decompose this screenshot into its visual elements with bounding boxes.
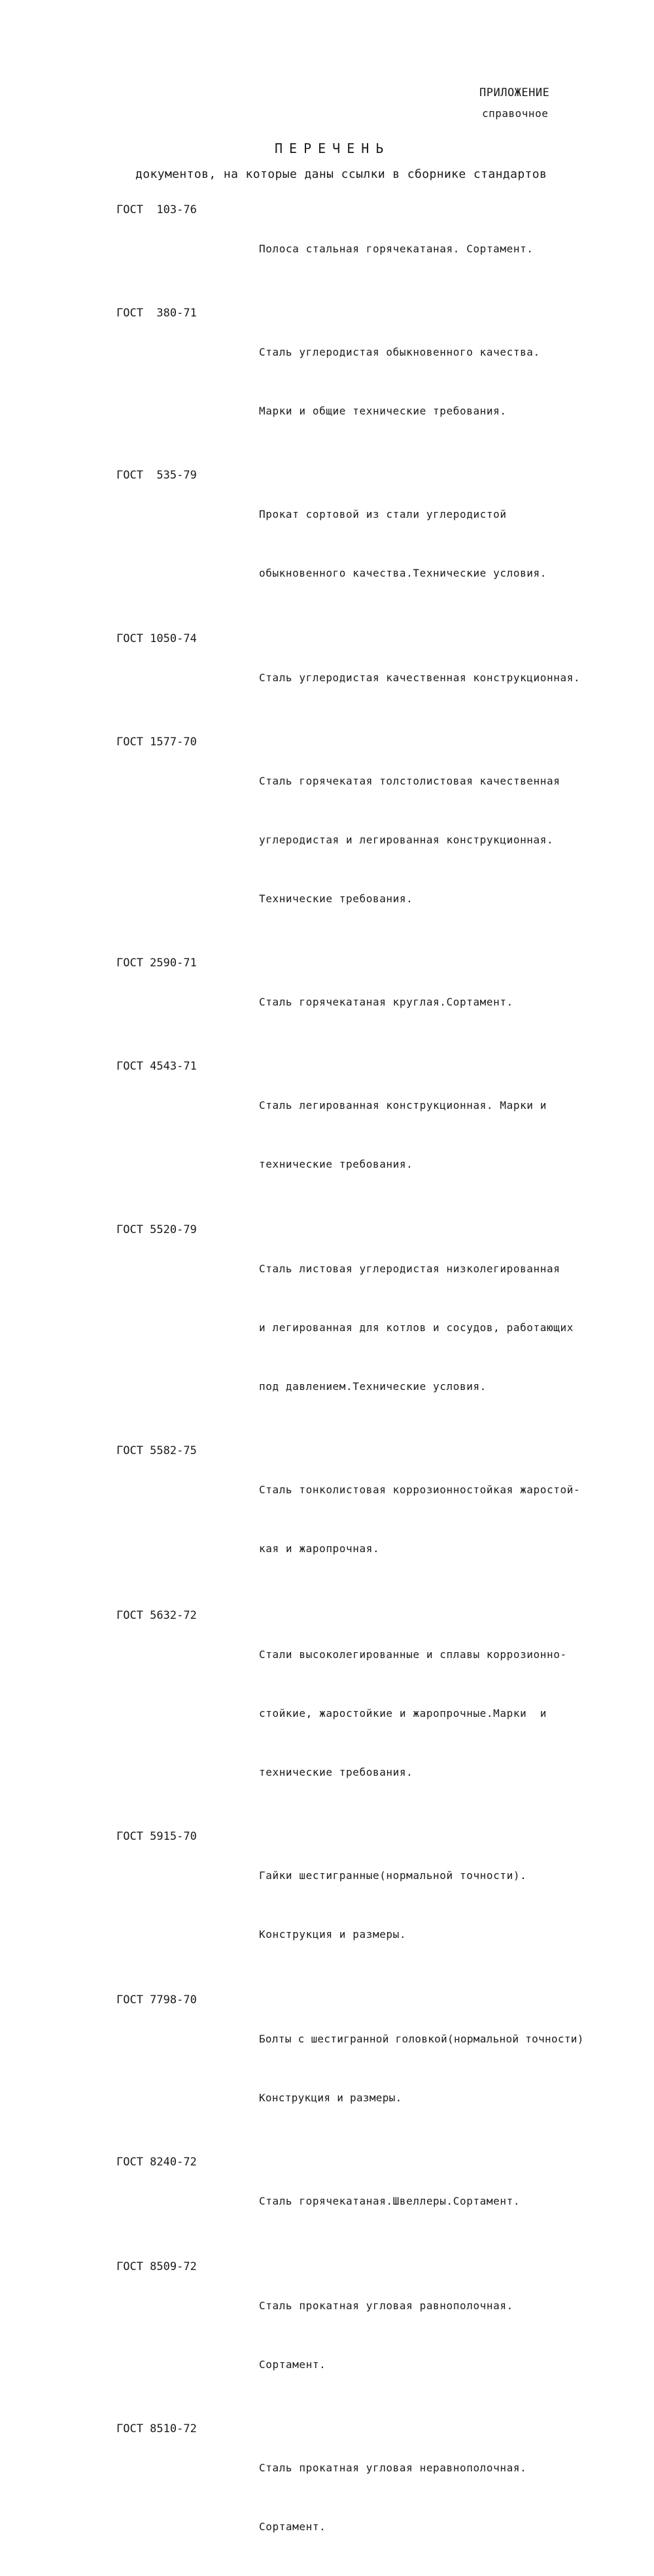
standard-title-line: Технические требования.	[259, 892, 413, 905]
standard-code: ГОСТ 5520-79	[116, 1223, 197, 1236]
list-item	[116, 1057, 649, 1213]
standard-title-line: Сталь горячекатаная круглая.Сортамент.	[259, 996, 513, 1008]
standard-code: ГОСТ 8509-72	[116, 2260, 197, 2273]
standard-code: ГОСТ 535-79	[116, 469, 197, 482]
standard-title	[259, 2257, 649, 2414]
standard-title-line: Сталь листовая углеродистая низколегированная	[259, 1263, 560, 1275]
standard-title-line: Сталь углеродистая обыкновенного качества.	[259, 346, 540, 358]
list-item	[116, 629, 649, 727]
standard-title-line: Конструкция и размеры.	[259, 1928, 407, 1940]
standard-title-line: Стали высоколегированные и сплавы коррозионно-	[259, 1648, 567, 1661]
standard-title	[259, 629, 649, 727]
list-item	[116, 1990, 649, 2147]
standard-title	[259, 1606, 649, 1822]
standard-code: ГОСТ 4543-71	[116, 1060, 197, 1073]
standard-title-line: стойкие, жаростойкие и жаропрочные.Марки и	[259, 1707, 547, 1720]
standard-code: ГОСТ 5915-70	[116, 1830, 197, 1843]
standard-title	[259, 303, 649, 460]
list-item	[116, 1827, 649, 1984]
list-item	[116, 1220, 649, 1436]
list-item	[116, 303, 649, 460]
standard-title	[259, 1990, 649, 2147]
standard-code: ГОСТ 5632-72	[116, 1609, 197, 1622]
list-item	[116, 2257, 649, 2414]
standard-title-line: Сталь углеродистая качественная конструкционная.	[259, 671, 581, 684]
appendix-subtitle: справочное	[482, 107, 549, 120]
standard-title	[259, 953, 649, 1051]
standard-title-line: Конструкция и размеры.	[259, 2092, 402, 2104]
list-item	[116, 953, 649, 1051]
standard-title	[259, 732, 649, 948]
standard-title-line: кая и жаропрочная.	[259, 1542, 380, 1555]
standard-code: ГОСТ 2590-71	[116, 957, 197, 970]
standard-title-line: технические требования.	[259, 1766, 413, 1778]
standard-title-line: Сортамент.	[259, 2358, 326, 2371]
appendix-title: ПРИЛОЖЕНИЕ	[479, 86, 550, 99]
standard-title	[259, 1057, 649, 1213]
standard-code: ГОСТ 1577-70	[116, 736, 197, 749]
standard-title-line: Марки и общие технические требования.	[259, 405, 507, 417]
list-subtitle: документов, на которые даны ссылки в сборнике стандартов	[135, 167, 547, 181]
list-item	[116, 2419, 649, 2576]
standard-title-line: под давлением.Технические условия.	[259, 1380, 487, 1393]
standard-code: ГОСТ 5582-75	[116, 1444, 197, 1457]
standard-title-line: Гайки шестигранные(нормальной точности).	[259, 1869, 527, 1882]
list-item	[116, 2152, 649, 2250]
list-item	[116, 1441, 649, 1598]
standard-title-line: Сталь горячекатая толстолистовая качественная	[259, 775, 560, 787]
standard-title-line: Прокат сортовой из стали углеродистой	[259, 508, 507, 520]
standard-title	[259, 1220, 649, 1436]
standard-code: ГОСТ 380-71	[116, 307, 197, 320]
standard-title-line: технические требования.	[259, 1158, 413, 1170]
standard-title	[259, 2152, 649, 2250]
standard-title-line: Сталь горячекатаная.Швеллеры.Сортамент.	[259, 2195, 521, 2207]
standard-title	[259, 1441, 649, 1598]
standard-title	[259, 466, 649, 622]
standard-title-line: Сталь тонколистовая коррозионностойкая жаростой-	[259, 1483, 581, 1496]
standard-title-line: углеродистая и легированная конструкционная.	[259, 834, 554, 846]
standard-title-line: Сталь прокатная угловая неравнополочная.	[259, 2462, 527, 2474]
standard-title-line: Полоса стальная горячекатаная. Сортамент.	[259, 243, 534, 255]
standard-title-line: Сталь прокатная угловая равнополочная.	[259, 2299, 513, 2312]
standard-title	[259, 2419, 649, 2576]
standards-list	[116, 200, 649, 2576]
standard-title-line: обыкновенного качества.Технические условия.	[259, 567, 547, 579]
standard-title-line: Сталь легированная конструкционная. Марки и	[259, 1099, 547, 1111]
standard-code: ГОСТ 8240-72	[116, 2156, 197, 2169]
list-title: ПЕРЕЧЕНЬ	[275, 141, 390, 156]
list-item	[116, 732, 649, 948]
list-item	[116, 200, 649, 298]
standard-code: ГОСТ 103-76	[116, 203, 197, 216]
standard-code: ГОСТ 7798-70	[116, 1993, 197, 2007]
standard-code: ГОСТ 8510-72	[116, 2422, 197, 2435]
list-item	[116, 466, 649, 622]
standard-title-line: и легированная для котлов и сосудов, работающих	[259, 1321, 574, 1334]
list-item	[116, 1606, 649, 1822]
standard-code: ГОСТ 1050-74	[116, 632, 197, 645]
standard-title	[259, 200, 649, 298]
standard-title-line: Болты с шестигранной головкой(нормальной точности)	[259, 2033, 584, 2045]
standard-title	[259, 1827, 649, 1984]
standard-title-line: Сортамент.	[259, 2520, 326, 2533]
